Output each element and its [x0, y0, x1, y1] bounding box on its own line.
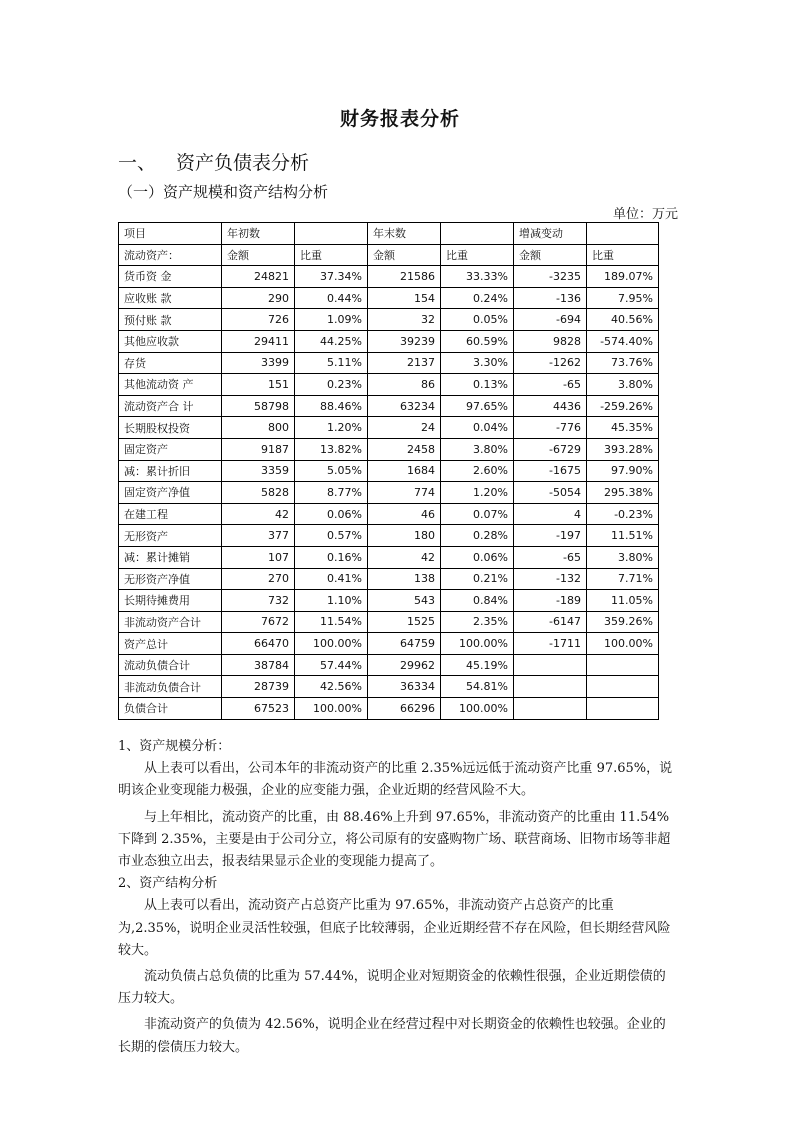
row-label-cell: 无形资产净值	[119, 568, 222, 590]
value-cell: 0.06%	[441, 546, 514, 568]
value-cell: 33.33%	[441, 266, 514, 288]
section-number: 一、	[118, 152, 157, 174]
value-cell: 3.80%	[587, 546, 659, 568]
value-cell: 3.80%	[587, 374, 659, 396]
value-cell: -259.26%	[587, 395, 659, 417]
value-cell: 比重	[295, 244, 368, 266]
value-cell: 73.76%	[587, 352, 659, 374]
value-cell: -3235	[514, 266, 587, 288]
value-cell: 60.59%	[441, 330, 514, 352]
row-label-cell: 长期股权投资	[119, 417, 222, 439]
value-cell: 增减变动	[514, 223, 587, 245]
table-row	[119, 654, 659, 676]
value-cell: 0.06%	[295, 503, 368, 525]
value-cell: -197	[514, 525, 587, 547]
value-cell: -132	[514, 568, 587, 590]
value-cell: 0.84%	[441, 590, 514, 612]
row-label-cell: 预付账 款	[119, 309, 222, 331]
value-cell: 54.81%	[441, 676, 514, 698]
table-row	[119, 525, 659, 547]
value-cell: 100.00%	[441, 698, 514, 720]
value-cell: -1262	[514, 352, 587, 374]
value-cell: 3359	[222, 460, 295, 482]
value-cell: 13.82%	[295, 438, 368, 460]
value-cell: 0.13%	[441, 374, 514, 396]
table-row	[119, 417, 659, 439]
value-cell: 1.09%	[295, 309, 368, 331]
value-cell: 66296	[368, 698, 441, 720]
value-cell: 7672	[222, 611, 295, 633]
value-cell: 393.28%	[587, 438, 659, 460]
value-cell: -1675	[514, 460, 587, 482]
value-cell: 100.00%	[441, 633, 514, 655]
table-row	[119, 352, 659, 374]
table-row	[119, 698, 659, 720]
row-label-cell: 负债合计	[119, 698, 222, 720]
row-label-cell: 减：累计折旧	[119, 460, 222, 482]
value-cell: -65	[514, 374, 587, 396]
value-cell: 24	[368, 417, 441, 439]
value-cell: -694	[514, 309, 587, 331]
value-cell: 0.05%	[441, 309, 514, 331]
value-cell	[587, 676, 659, 698]
value-cell: 0.24%	[441, 287, 514, 309]
value-cell: 39239	[368, 330, 441, 352]
value-cell	[441, 223, 514, 245]
value-cell: 290	[222, 287, 295, 309]
row-label-cell: 减：累计摊销	[119, 546, 222, 568]
table-row	[119, 568, 659, 590]
value-cell: 32	[368, 309, 441, 331]
table-header-row	[119, 223, 659, 245]
row-label-cell: 其他应收款	[119, 330, 222, 352]
value-cell: 5.11%	[295, 352, 368, 374]
value-cell: 1684	[368, 460, 441, 482]
table-row	[119, 546, 659, 568]
value-cell: 38784	[222, 654, 295, 676]
value-cell: 66470	[222, 633, 295, 655]
value-cell: 11.05%	[587, 590, 659, 612]
row-label-cell: 非流动负债合计	[119, 676, 222, 698]
analysis-paragraph: 与上年相比，流动资产的比重，由 88.46%上升到 97.65%，非流动资产的比重由 11.54%下降到 2.35%，主要是由于公司分立，将公司原有的安盛购物广场、联营商场、旧物市场等非超市业态独立出去，报表结果显示企业的变现能力提高了。	[118, 809, 671, 870]
row-label-cell: 长期待摊费用	[119, 590, 222, 612]
value-cell: 154	[368, 287, 441, 309]
value-cell	[587, 223, 659, 245]
value-cell: 295.38%	[587, 482, 659, 504]
value-cell: 1525	[368, 611, 441, 633]
row-label-cell: 无形资产	[119, 525, 222, 547]
value-cell: 2.60%	[441, 460, 514, 482]
value-cell: 年初数	[222, 223, 295, 245]
value-cell: 138	[368, 568, 441, 590]
row-label-cell: 固定资产净值	[119, 482, 222, 504]
row-label-cell: 流动负债合计	[119, 654, 222, 676]
value-cell: 270	[222, 568, 295, 590]
value-cell: 0.28%	[441, 525, 514, 547]
value-cell: 金额	[368, 244, 441, 266]
table-row	[119, 676, 659, 698]
table-row	[119, 503, 659, 525]
value-cell: 726	[222, 309, 295, 331]
value-cell: 57.44%	[295, 654, 368, 676]
table-row	[119, 395, 659, 417]
row-label-cell: 流动资产：	[119, 244, 222, 266]
table-row	[119, 633, 659, 655]
value-cell: 100.00%	[587, 633, 659, 655]
value-cell: 42.56%	[295, 676, 368, 698]
value-cell: 3.80%	[441, 438, 514, 460]
table-row	[119, 611, 659, 633]
row-label-cell: 应收账 款	[119, 287, 222, 309]
value-cell	[514, 676, 587, 698]
value-cell: 5.05%	[295, 460, 368, 482]
value-cell: 4	[514, 503, 587, 525]
value-cell: 2458	[368, 438, 441, 460]
value-cell: -189	[514, 590, 587, 612]
value-cell: 7.71%	[587, 568, 659, 590]
value-cell	[295, 223, 368, 245]
value-cell: 0.44%	[295, 287, 368, 309]
value-cell: 0.23%	[295, 374, 368, 396]
value-cell: 58798	[222, 395, 295, 417]
value-cell: 3.30%	[441, 352, 514, 374]
value-cell: 2.35%	[441, 611, 514, 633]
value-cell: 3399	[222, 352, 295, 374]
value-cell: 42	[222, 503, 295, 525]
value-cell: 24821	[222, 266, 295, 288]
unit-label: 单位：万元	[612, 207, 678, 222]
value-cell: 28739	[222, 676, 295, 698]
table-row	[119, 309, 659, 331]
analysis-paragraph: 流动负债占总负债的比重为 57.44%，说明企业对短期资金的依赖性很强，企业近期偿债的压力较大。	[118, 969, 666, 1007]
value-cell	[587, 654, 659, 676]
value-cell: -5054	[514, 482, 587, 504]
value-cell: 11.54%	[295, 611, 368, 633]
table-row	[119, 482, 659, 504]
row-label-cell: 资产总计	[119, 633, 222, 655]
row-label-cell: 其他流动资 产	[119, 374, 222, 396]
value-cell: 46	[368, 503, 441, 525]
table-row	[119, 460, 659, 482]
table-subheader-row	[119, 244, 659, 266]
value-cell: 88.46%	[295, 395, 368, 417]
value-cell	[514, 654, 587, 676]
row-label-cell: 非流动资产合计	[119, 611, 222, 633]
value-cell: 4436	[514, 395, 587, 417]
table-row	[119, 590, 659, 612]
value-cell: 800	[222, 417, 295, 439]
row-label-cell: 存货	[119, 352, 222, 374]
analysis-heading: 2、资产结构分析	[118, 876, 218, 892]
value-cell: 0.41%	[295, 568, 368, 590]
value-cell: -136	[514, 287, 587, 309]
section-heading	[118, 148, 309, 175]
value-cell: 21586	[368, 266, 441, 288]
value-cell: -6147	[514, 611, 587, 633]
analysis-text	[118, 736, 678, 1059]
value-cell: 0.07%	[441, 503, 514, 525]
value-cell: 151	[222, 374, 295, 396]
value-cell: 9828	[514, 330, 587, 352]
value-cell: 64759	[368, 633, 441, 655]
value-cell: 189.07%	[587, 266, 659, 288]
value-cell: 比重	[587, 244, 659, 266]
value-cell: 67523	[222, 698, 295, 720]
value-cell: 9187	[222, 438, 295, 460]
value-cell: 29962	[368, 654, 441, 676]
row-label-cell: 货币资 金	[119, 266, 222, 288]
analysis-paragraph: 从上表可以看出，流动资产占总资产比重为 97.65%，非流动资产占总资产的比重为,2.35%，说明企业灵活性较强，但底子比较薄弱，企业近期经营不存在风险，但长期经营风险较大。	[118, 898, 671, 958]
row-label-cell: 项目	[119, 223, 222, 245]
subsection-heading: （一）资产规模和资产结构分析	[118, 183, 329, 201]
value-cell: -65	[514, 546, 587, 568]
value-cell: 63234	[368, 395, 441, 417]
value-cell	[514, 698, 587, 720]
analysis-paragraph: 非流动资产的负债为 42.56%，说明企业在经营过程中对长期资金的依赖性也较强。企业的长期的偿债压力较大。	[118, 1017, 666, 1055]
value-cell: 40.56%	[587, 309, 659, 331]
section-label: 资产负债表分析	[176, 152, 310, 174]
value-cell: 100.00%	[295, 698, 368, 720]
value-cell: -1711	[514, 633, 587, 655]
value-cell: 0.57%	[295, 525, 368, 547]
value-cell: -574.40%	[587, 330, 659, 352]
value-cell: 107	[222, 546, 295, 568]
value-cell: -0.23%	[587, 503, 659, 525]
value-cell: 0.04%	[441, 417, 514, 439]
value-cell: 44.25%	[295, 330, 368, 352]
value-cell: 100.00%	[295, 633, 368, 655]
table-row	[119, 287, 659, 309]
value-cell: 金额	[514, 244, 587, 266]
value-cell: 774	[368, 482, 441, 504]
value-cell: 5828	[222, 482, 295, 504]
value-cell: 543	[368, 590, 441, 612]
value-cell: 42	[368, 546, 441, 568]
value-cell: 180	[368, 525, 441, 547]
value-cell: 97.65%	[441, 395, 514, 417]
value-cell: 377	[222, 525, 295, 547]
value-cell: 86	[368, 374, 441, 396]
value-cell: 1.20%	[295, 417, 368, 439]
row-label-cell: 在建工程	[119, 503, 222, 525]
value-cell: 732	[222, 590, 295, 612]
value-cell: 1.20%	[441, 482, 514, 504]
table-row	[119, 438, 659, 460]
value-cell: 8.77%	[295, 482, 368, 504]
analysis-paragraph: 从上表可以看出，公司本年的非流动资产的比重 2.35%远远低于流动资产比重 97.65%，说明该企业变现能力极强，企业的应变能力强，企业近期的经营风险不大。	[118, 761, 673, 799]
value-cell: 0.16%	[295, 546, 368, 568]
value-cell: 年末数	[368, 223, 441, 245]
value-cell: 97.90%	[587, 460, 659, 482]
table-row	[119, 374, 659, 396]
value-cell: 37.34%	[295, 266, 368, 288]
row-label-cell: 固定资产	[119, 438, 222, 460]
table-row	[119, 266, 659, 288]
value-cell	[587, 698, 659, 720]
value-cell: 45.35%	[587, 417, 659, 439]
document-title: 财务报表分析	[339, 108, 460, 130]
value-cell: -776	[514, 417, 587, 439]
value-cell: 1.10%	[295, 590, 368, 612]
balance-sheet-table	[118, 222, 659, 720]
row-label-cell: 流动资产合 计	[119, 395, 222, 417]
value-cell: 2137	[368, 352, 441, 374]
value-cell: 11.51%	[587, 525, 659, 547]
value-cell: 金额	[222, 244, 295, 266]
value-cell: -6729	[514, 438, 587, 460]
value-cell: 45.19%	[441, 654, 514, 676]
value-cell: 36334	[368, 676, 441, 698]
value-cell: 7.95%	[587, 287, 659, 309]
table-row	[119, 330, 659, 352]
value-cell: 29411	[222, 330, 295, 352]
value-cell: 比重	[441, 244, 514, 266]
value-cell: 359.26%	[587, 611, 659, 633]
analysis-heading: 1、资产规模分析：	[118, 739, 231, 754]
value-cell: 0.21%	[441, 568, 514, 590]
